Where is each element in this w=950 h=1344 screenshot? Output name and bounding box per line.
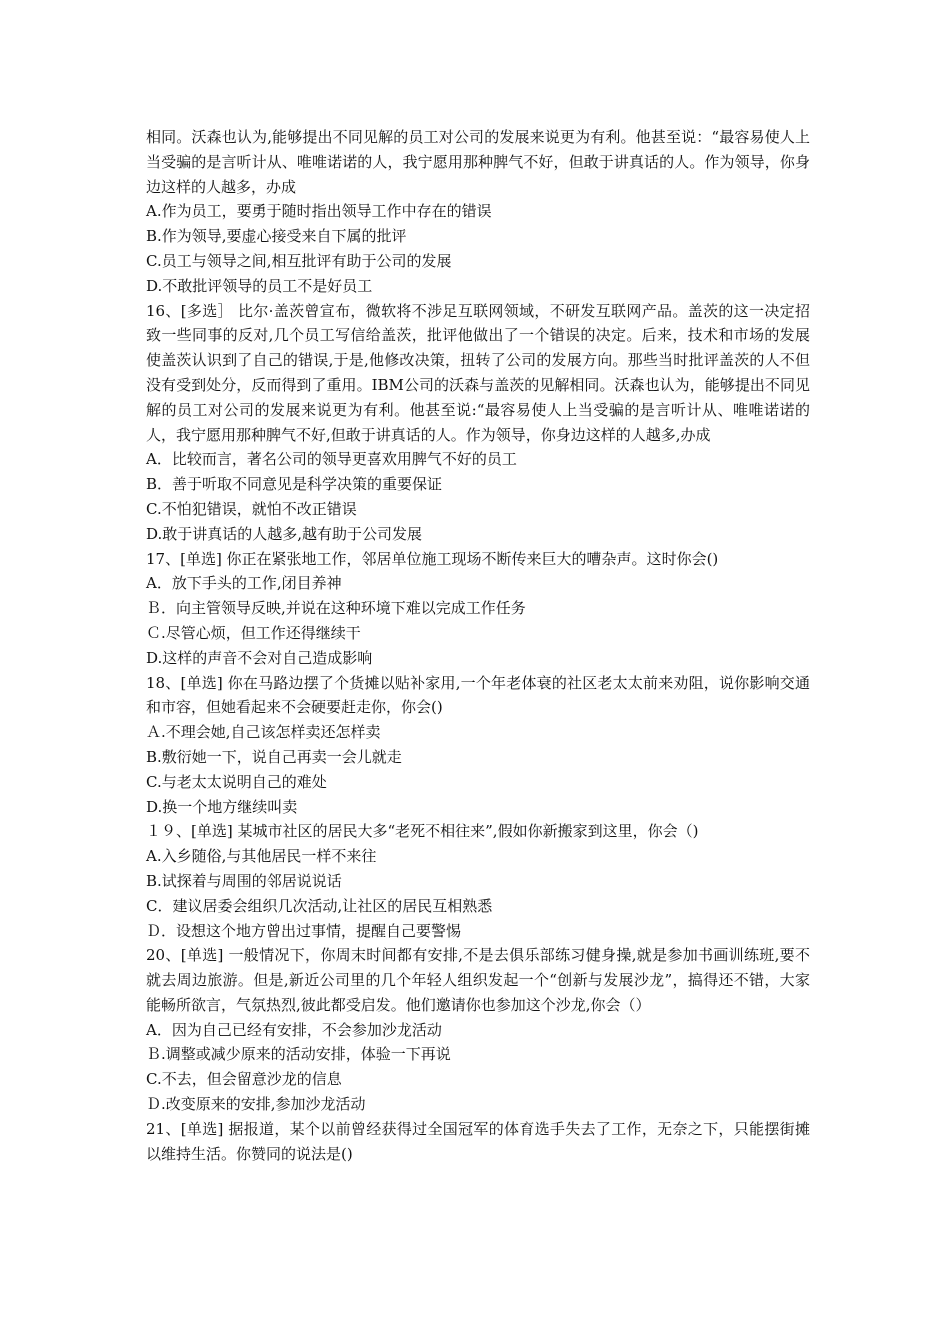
option-16-d: D.敢于讲真话的人越多,越有助于公司发展	[146, 524, 423, 543]
question-20: 20、[单选] 一般情况下，你周末时间都有安排,不是去俱乐部练习健身操,就是参加书画训练班,要不就去周边旅游。但是,新近公司里的几个年轻人组织发起一个“创新与发展沙龙”，搞得还不错，大家能畅所欲言，气氛热烈,彼此都受启发。他们邀请你也参加这个沙龙,你会（）	[146, 946, 810, 1014]
option-intro-c: C.员工与领导之间,相互批评有助于公司的发展	[146, 251, 452, 270]
option-19-a: A.入乡随俗,与其他居民一样不来往	[146, 847, 377, 866]
option-18-c: C.与老太太说明自己的难处	[146, 772, 327, 791]
question-19: １９、[单选] 某城市社区的居民大多“老死不相往来”,假如你新搬家到这里，你会（)	[146, 822, 699, 841]
option-18-a: Ａ.不理会她,自己该怎样卖还怎样卖	[146, 723, 381, 742]
option-19-d: Ｄ．设想这个地方曾出过事情，提醒自己要警惕	[146, 921, 462, 940]
option-20-c: C.不去，但会留意沙龙的信息	[146, 1070, 342, 1089]
option-16-b: B．善于听取不同意见是科学决策的重要保证	[146, 475, 443, 494]
option-20-a: A．因为自己已经有安排，不会参加沙龙活动	[146, 1020, 442, 1039]
paragraph-intro: 相同。沃森也认为,能够提出不同见解的员工对公司的发展来说更为有利。他甚至说：“最容易使人上当受骗的是言听计从、唯唯诺诺的人，我宁愿用那种脾气不好，但敢于讲真话的人。作为领导，你身边这样的人越多，办成	[146, 128, 810, 196]
option-20-d: Ｄ.改变原来的安排,参加沙龙活动	[146, 1095, 366, 1114]
option-18-d: D.换一个地方继续叫卖	[146, 797, 298, 816]
option-20-b: Ｂ.调整或减少原来的活动安排，体验一下再说	[146, 1045, 451, 1064]
option-intro-a: A.作为员工，要勇于随时指出领导工作中存在的错误	[146, 202, 492, 221]
option-intro-d: D.不敢批评领导的员工不是好员工	[146, 276, 373, 295]
option-17-c: Ｃ.尽管心烦，但工作还得继续干	[146, 623, 361, 642]
option-16-c: C.不怕犯错误，就怕不改正错误	[146, 499, 357, 518]
option-19-c: C．建议居委会组织几次活动,让社区的居民互相熟悉	[146, 896, 493, 915]
question-21: 21、[单选] 据报道，某个以前曾经获得过全国冠军的体育选手失去了工作，无奈之下，只能摆街摊以维持生活。你赞同的说法是()	[146, 1119, 810, 1163]
document-page	[146, 125, 810, 1166]
option-17-a: A．放下手头的工作,闭目养神	[146, 574, 342, 593]
option-17-d: D.这样的声音不会对自己造成影响	[146, 648, 373, 667]
option-18-b: B.敷衍她一下，说自己再卖一会儿就走	[146, 747, 402, 766]
option-19-b: B.试探着与周围的邻居说说话	[146, 871, 342, 890]
option-16-a: A．比较而言，著名公司的领导更喜欢用脾气不好的员工	[146, 450, 517, 469]
option-intro-b: B.作为领导,要虚心接受来自下属的批评	[146, 227, 407, 246]
question-18: 18、[单选] 你在马路边摆了个货摊以贴补家用,一个年老体衰的社区老太太前来劝阻，说你影响交通和市容，但她看起来不会硬要赶走你，你会()	[146, 673, 810, 717]
option-17-b: Ｂ．向主管领导反映,并说在这种环境下难以完成工作任务	[146, 599, 526, 618]
question-17: 17、[单选] 你正在紧张地工作，邻居单位施工现场不断传来巨大的嘈杂声。这时你会()	[146, 549, 719, 568]
question-16: 16、[多选］ 比尔·盖茨曾宣布，微软将不涉足互联网领域，不研发互联网产品。盖茨的这一决定招致一些同事的反对,几个员工写信给盖茨，批评他做出了一个错误的决定。后来，技术和市场的发展使盖茨认识到了自己的错误,于是,他修改决策，扭转了公司的发展方向。那些当时批评盖茨的人不但没有受到处分，反而得到了重用。IBM公司的沃森与盖茨的见解相同。沃森也认为，能够提出不同见解的员工对公司的发展来说更为有利。他甚至说:“最容易使人上当受骗的是言听计从、唯唯诺诺的人，我宁愿用那种脾气不好,但敢于讲真话的人。作为领导，你身边这样的人越多,办成	[146, 301, 810, 444]
